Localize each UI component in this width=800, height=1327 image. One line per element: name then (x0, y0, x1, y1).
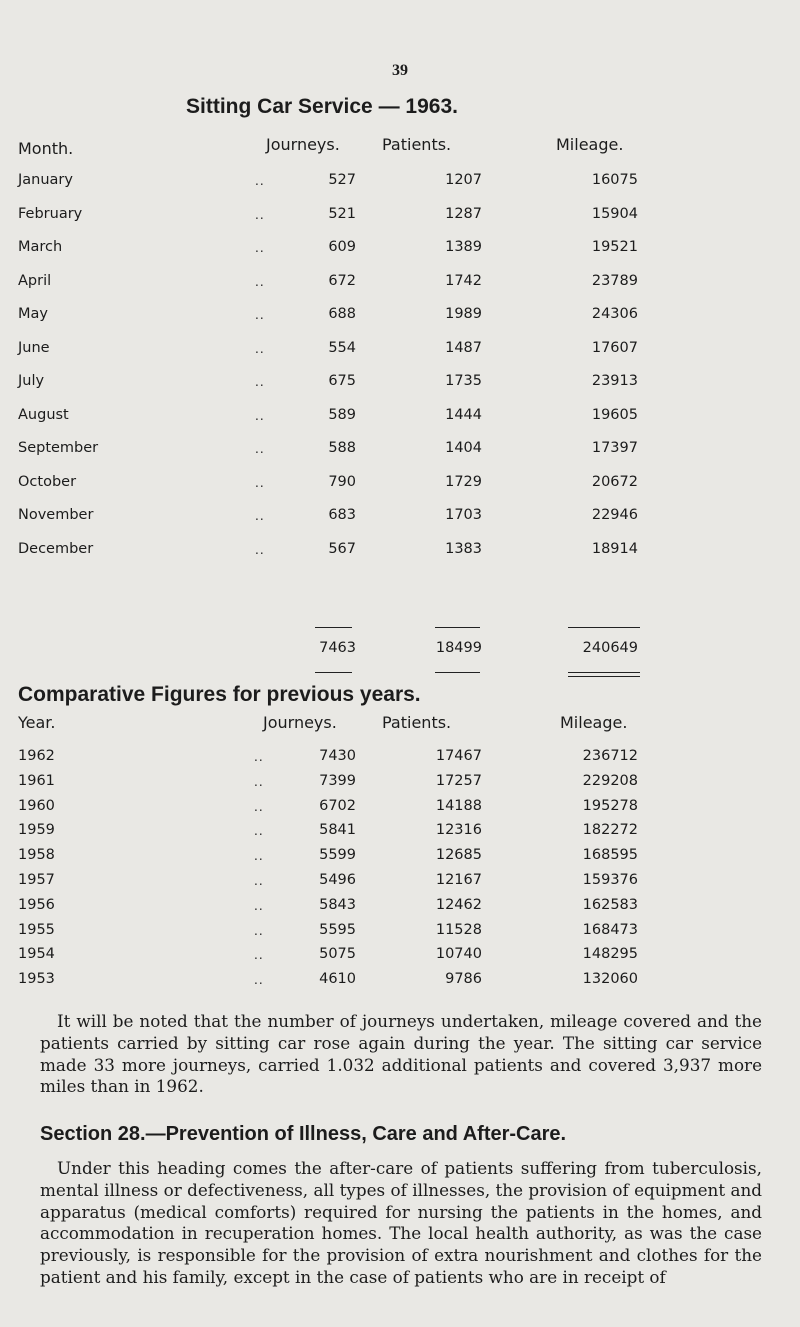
year-header: Year. (18, 713, 56, 732)
summary-paragraph: It will be noted that the number of journeys undertaken, mileage covered and the patients carried by sitting car rose again during the year. The sitting car service made 33 more journeys, carried 1.032 additional patients and covered 3,937 more miles than in 1962. (40, 1011, 762, 1097)
section-title: Section 28.—Prevention of Illness, Care and After-Care. (40, 1123, 567, 1145)
mileage-value: 168473 (582, 922, 638, 938)
total-journeys: 7463 (319, 640, 356, 656)
leader-dots: .. (255, 275, 265, 289)
leader-dots: .. (254, 973, 264, 987)
leader-dots: .. (255, 442, 265, 456)
patients-value: 9786 (445, 971, 482, 987)
journeys-value: 521 (328, 206, 356, 222)
mileage-value: 182272 (582, 822, 638, 838)
mileage-value: 162583 (582, 897, 638, 913)
mileage-value: 23913 (591, 373, 638, 389)
mileage-header: Mileage. (556, 135, 624, 154)
journeys-value: 675 (328, 373, 356, 389)
leader-dots: .. (255, 509, 265, 523)
journeys-value: 4610 (319, 971, 356, 987)
sitting-car-title: Sitting Car Service — 1963. (186, 95, 458, 118)
mileage-value: 148295 (582, 946, 638, 962)
month-label: November (18, 507, 94, 523)
journeys-value: 5843 (319, 897, 356, 913)
patients-value: 1735 (445, 373, 482, 389)
mileage-value: 168595 (582, 847, 638, 863)
mileage-value: 16075 (591, 172, 638, 188)
journeys-value: 527 (328, 172, 356, 188)
journeys-value: 5595 (319, 922, 356, 938)
patients-value: 1383 (445, 541, 482, 557)
total-double-rule-mileage-2 (568, 676, 640, 677)
month-label: March (18, 239, 63, 255)
comp-journeys-header: Journeys. (263, 713, 337, 732)
patients-value: 1487 (445, 340, 482, 356)
month-label: October (18, 474, 77, 490)
leader-dots: .. (255, 375, 265, 389)
leader-dots: .. (254, 948, 264, 962)
leader-dots: .. (255, 174, 265, 188)
patients-value: 1989 (445, 306, 482, 322)
patients-header: Patients. (382, 135, 452, 154)
journeys-value: 7430 (319, 748, 356, 764)
mileage-value: 20672 (591, 474, 638, 490)
total-double-rule-mileage-1 (568, 672, 640, 673)
patients-value: 1444 (445, 407, 482, 423)
patients-value: 1703 (445, 507, 482, 523)
patients-value: 11528 (435, 922, 482, 938)
comp-patients-header: Patients. (382, 713, 452, 732)
year-label: 1954 (18, 946, 55, 962)
leader-dots: .. (254, 824, 264, 838)
total-double-rule-journeys-1 (315, 672, 352, 673)
patients-value: 14188 (435, 798, 482, 814)
journeys-value: 7399 (319, 773, 356, 789)
mileage-value: 229208 (582, 773, 638, 789)
leader-dots: .. (254, 750, 264, 764)
patients-value: 10740 (435, 946, 482, 962)
mileage-value: 24306 (591, 306, 638, 322)
patients-value: 1207 (445, 172, 482, 188)
month-label: May (18, 306, 48, 322)
mileage-value: 23789 (591, 273, 638, 289)
month-label: June (18, 340, 50, 356)
month-label: January (18, 172, 73, 188)
month-label: August (18, 407, 69, 423)
mileage-value: 19605 (591, 407, 638, 423)
year-label: 1953 (18, 971, 55, 987)
journeys-value: 588 (328, 440, 356, 456)
leader-dots: .. (255, 342, 265, 356)
journeys-value: 683 (328, 507, 356, 523)
mileage-value: 132060 (582, 971, 638, 987)
mileage-value: 195278 (582, 798, 638, 814)
journeys-value: 5841 (319, 822, 356, 838)
mileage-value: 159376 (582, 872, 638, 888)
month-label: September (18, 440, 99, 456)
journeys-value: 589 (328, 407, 356, 423)
patients-value: 17467 (435, 748, 482, 764)
leader-dots: .. (254, 899, 264, 913)
mileage-value: 15904 (591, 206, 638, 222)
month-header: Month. (18, 139, 74, 158)
leader-dots: .. (255, 308, 265, 322)
leader-dots: .. (255, 208, 265, 222)
mileage-value: 22946 (591, 507, 638, 523)
comparative-title: Comparative Figures for previous years. (18, 683, 421, 706)
year-label: 1960 (18, 798, 55, 814)
total-rule-journeys (315, 627, 352, 628)
journeys-value: 5599 (319, 847, 356, 863)
leader-dots: .. (254, 849, 264, 863)
mileage-value: 17607 (591, 340, 638, 356)
mileage-value: 18914 (591, 541, 638, 557)
section-paragraph: Under this heading comes the after-care of patients suffering from tuberculosis, mental illness or defectiveness, all types of illnesses, the provision of equipment and apparatus (medical comforts) required for nursing the patients in the homes, and accommodation in recuperation homes. The local health authority, as was the case previously, is responsible for the provision of extra nourishment and clothes for the patient and his family, except in the case of patients who are in receipt of (40, 1158, 762, 1287)
month-label: December (18, 541, 94, 557)
month-label: April (18, 273, 52, 289)
month-label: July (18, 373, 45, 389)
patients-value: 12462 (435, 897, 482, 913)
journeys-value: 672 (328, 273, 356, 289)
year-label: 1959 (18, 822, 55, 838)
year-label: 1958 (18, 847, 55, 863)
leader-dots: .. (255, 476, 265, 490)
journeys-value: 5075 (319, 946, 356, 962)
patients-value: 1404 (445, 440, 482, 456)
mileage-value: 236712 (582, 748, 638, 764)
leader-dots: .. (254, 924, 264, 938)
mileage-value: 17397 (591, 440, 638, 456)
month-label: February (18, 206, 83, 222)
patients-value: 1729 (445, 474, 482, 490)
leader-dots: .. (255, 543, 265, 557)
patients-value: 12167 (435, 872, 482, 888)
journeys-header: Journeys. (266, 135, 340, 154)
patients-value: 12316 (435, 822, 482, 838)
journeys-value: 790 (328, 474, 356, 490)
leader-dots: .. (255, 241, 265, 255)
journeys-value: 688 (328, 306, 356, 322)
patients-value: 1389 (445, 239, 482, 255)
journeys-value: 6702 (319, 798, 356, 814)
leader-dots: .. (254, 800, 264, 814)
leader-dots: .. (255, 409, 265, 423)
leader-dots: .. (254, 874, 264, 888)
mileage-value: 19521 (591, 239, 638, 255)
year-label: 1961 (18, 773, 55, 789)
year-label: 1956 (18, 897, 55, 913)
patients-value: 12685 (435, 847, 482, 863)
page-number: 39 (392, 62, 408, 79)
year-label: 1955 (18, 922, 55, 938)
journeys-value: 554 (328, 340, 356, 356)
total-double-rule-patients-1 (435, 672, 480, 673)
comp-mileage-header: Mileage. (560, 713, 628, 732)
journeys-value: 609 (328, 239, 356, 255)
total-mileage: 240649 (582, 640, 638, 656)
total-patients: 18499 (435, 640, 482, 656)
journeys-value: 5496 (319, 872, 356, 888)
journeys-value: 567 (328, 541, 356, 557)
patients-value: 1742 (445, 273, 482, 289)
patients-value: 1287 (445, 206, 482, 222)
patients-value: 17257 (435, 773, 482, 789)
total-rule-mileage (568, 627, 640, 628)
leader-dots: .. (254, 775, 264, 789)
year-label: 1957 (18, 872, 55, 888)
total-rule-patients (435, 627, 480, 628)
year-label: 1962 (18, 748, 55, 764)
